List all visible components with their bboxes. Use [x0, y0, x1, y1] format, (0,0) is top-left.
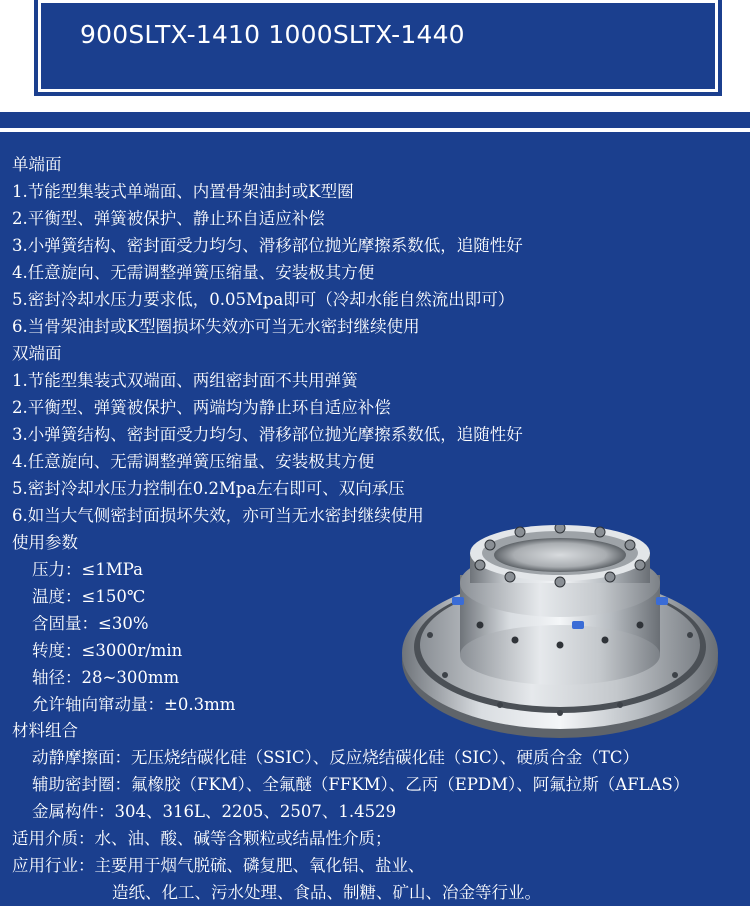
param-item: 温度：≤150℃: [32, 587, 146, 606]
material-item: 金属构件：304、316L、2205、2507、1.4529: [32, 802, 397, 821]
single-face-heading: 单端面: [12, 155, 62, 174]
double-face-item: 6.如当大气侧密封面损坏失效，亦可当无水密封继续使用: [12, 506, 424, 525]
param-item: 轴径：28~300mm: [32, 668, 180, 687]
single-face-item: 4.任意旋向、无需调整弹簧压缩量、安装极其方便: [12, 263, 375, 282]
media-line: 适用介质：水、油、酸、碱等含颗粒或结晶性介质；: [12, 829, 392, 848]
double-face-item: 2.平衡型、弹簧被保护、两端均为静止环自适应补偿: [12, 398, 391, 417]
divider-gap: [0, 128, 750, 132]
material-item: 辅助密封圈：氟橡胶（FKM）、全氟醚（FFKM）、乙丙（EPDM）、阿氟拉斯（AFLAS）: [32, 775, 690, 794]
industry-line: 应用行业：主要用于烟气脱硫、磷复肥、氧化铝、盐业、: [12, 856, 425, 875]
single-face-item: 6.当骨架油封或K型圈损坏失效亦可当无水密封继续使用: [12, 317, 420, 336]
industry-line: 造纸、化工、污水处理、食品、制糖、矿山、冶金等行业。: [112, 883, 541, 902]
params-heading: 使用参数: [12, 533, 78, 552]
double-face-item: 4.任意旋向、无需调整弹簧压缩量、安装极其方便: [12, 452, 375, 471]
double-face-item: 3.小弹簧结构、密封面受力均匀、滑移部位抛光摩擦系数低，追随性好: [12, 425, 523, 444]
param-item: 压力：≤1MPa: [32, 560, 143, 579]
mechanical-seal-photo: [400, 525, 722, 740]
materials-heading: 材料组合: [12, 721, 78, 740]
page-title: 900SLTX-1410 1000SLTX-1440: [80, 20, 465, 49]
param-item: 含固量：≤30%: [32, 614, 149, 633]
double-face-item: 1.节能型集装式双端面、两组密封面不共用弹簧: [12, 371, 358, 390]
double-face-heading: 双端面: [12, 344, 62, 363]
single-face-item: 3.小弹簧结构、密封面受力均匀、滑移部位抛光摩擦系数低，追随性好: [12, 236, 523, 255]
material-item: 动静摩擦面：无压烧结碳化硅（SSIC）、反应烧结碳化硅（SIC）、硬质合金（TC）: [32, 748, 640, 767]
double-face-item: 5.密封冷却水压力控制在0.2Mpa左右即可、双向承压: [12, 479, 405, 498]
single-face-item: 1.节能型集装式单端面、内置骨架油封或K型圈: [12, 182, 354, 201]
single-face-item: 2.平衡型、弹簧被保护、静止环自适应补偿: [12, 209, 325, 228]
param-item: 允许轴向窜动量：±0.3mm: [32, 695, 236, 714]
single-face-item: 5.密封冷却水压力要求低，0.05Mpa即可（冷却水能自然流出即可）: [12, 290, 515, 309]
param-item: 转度：≤3000r/min: [32, 641, 183, 660]
header-band: [0, 0, 750, 112]
